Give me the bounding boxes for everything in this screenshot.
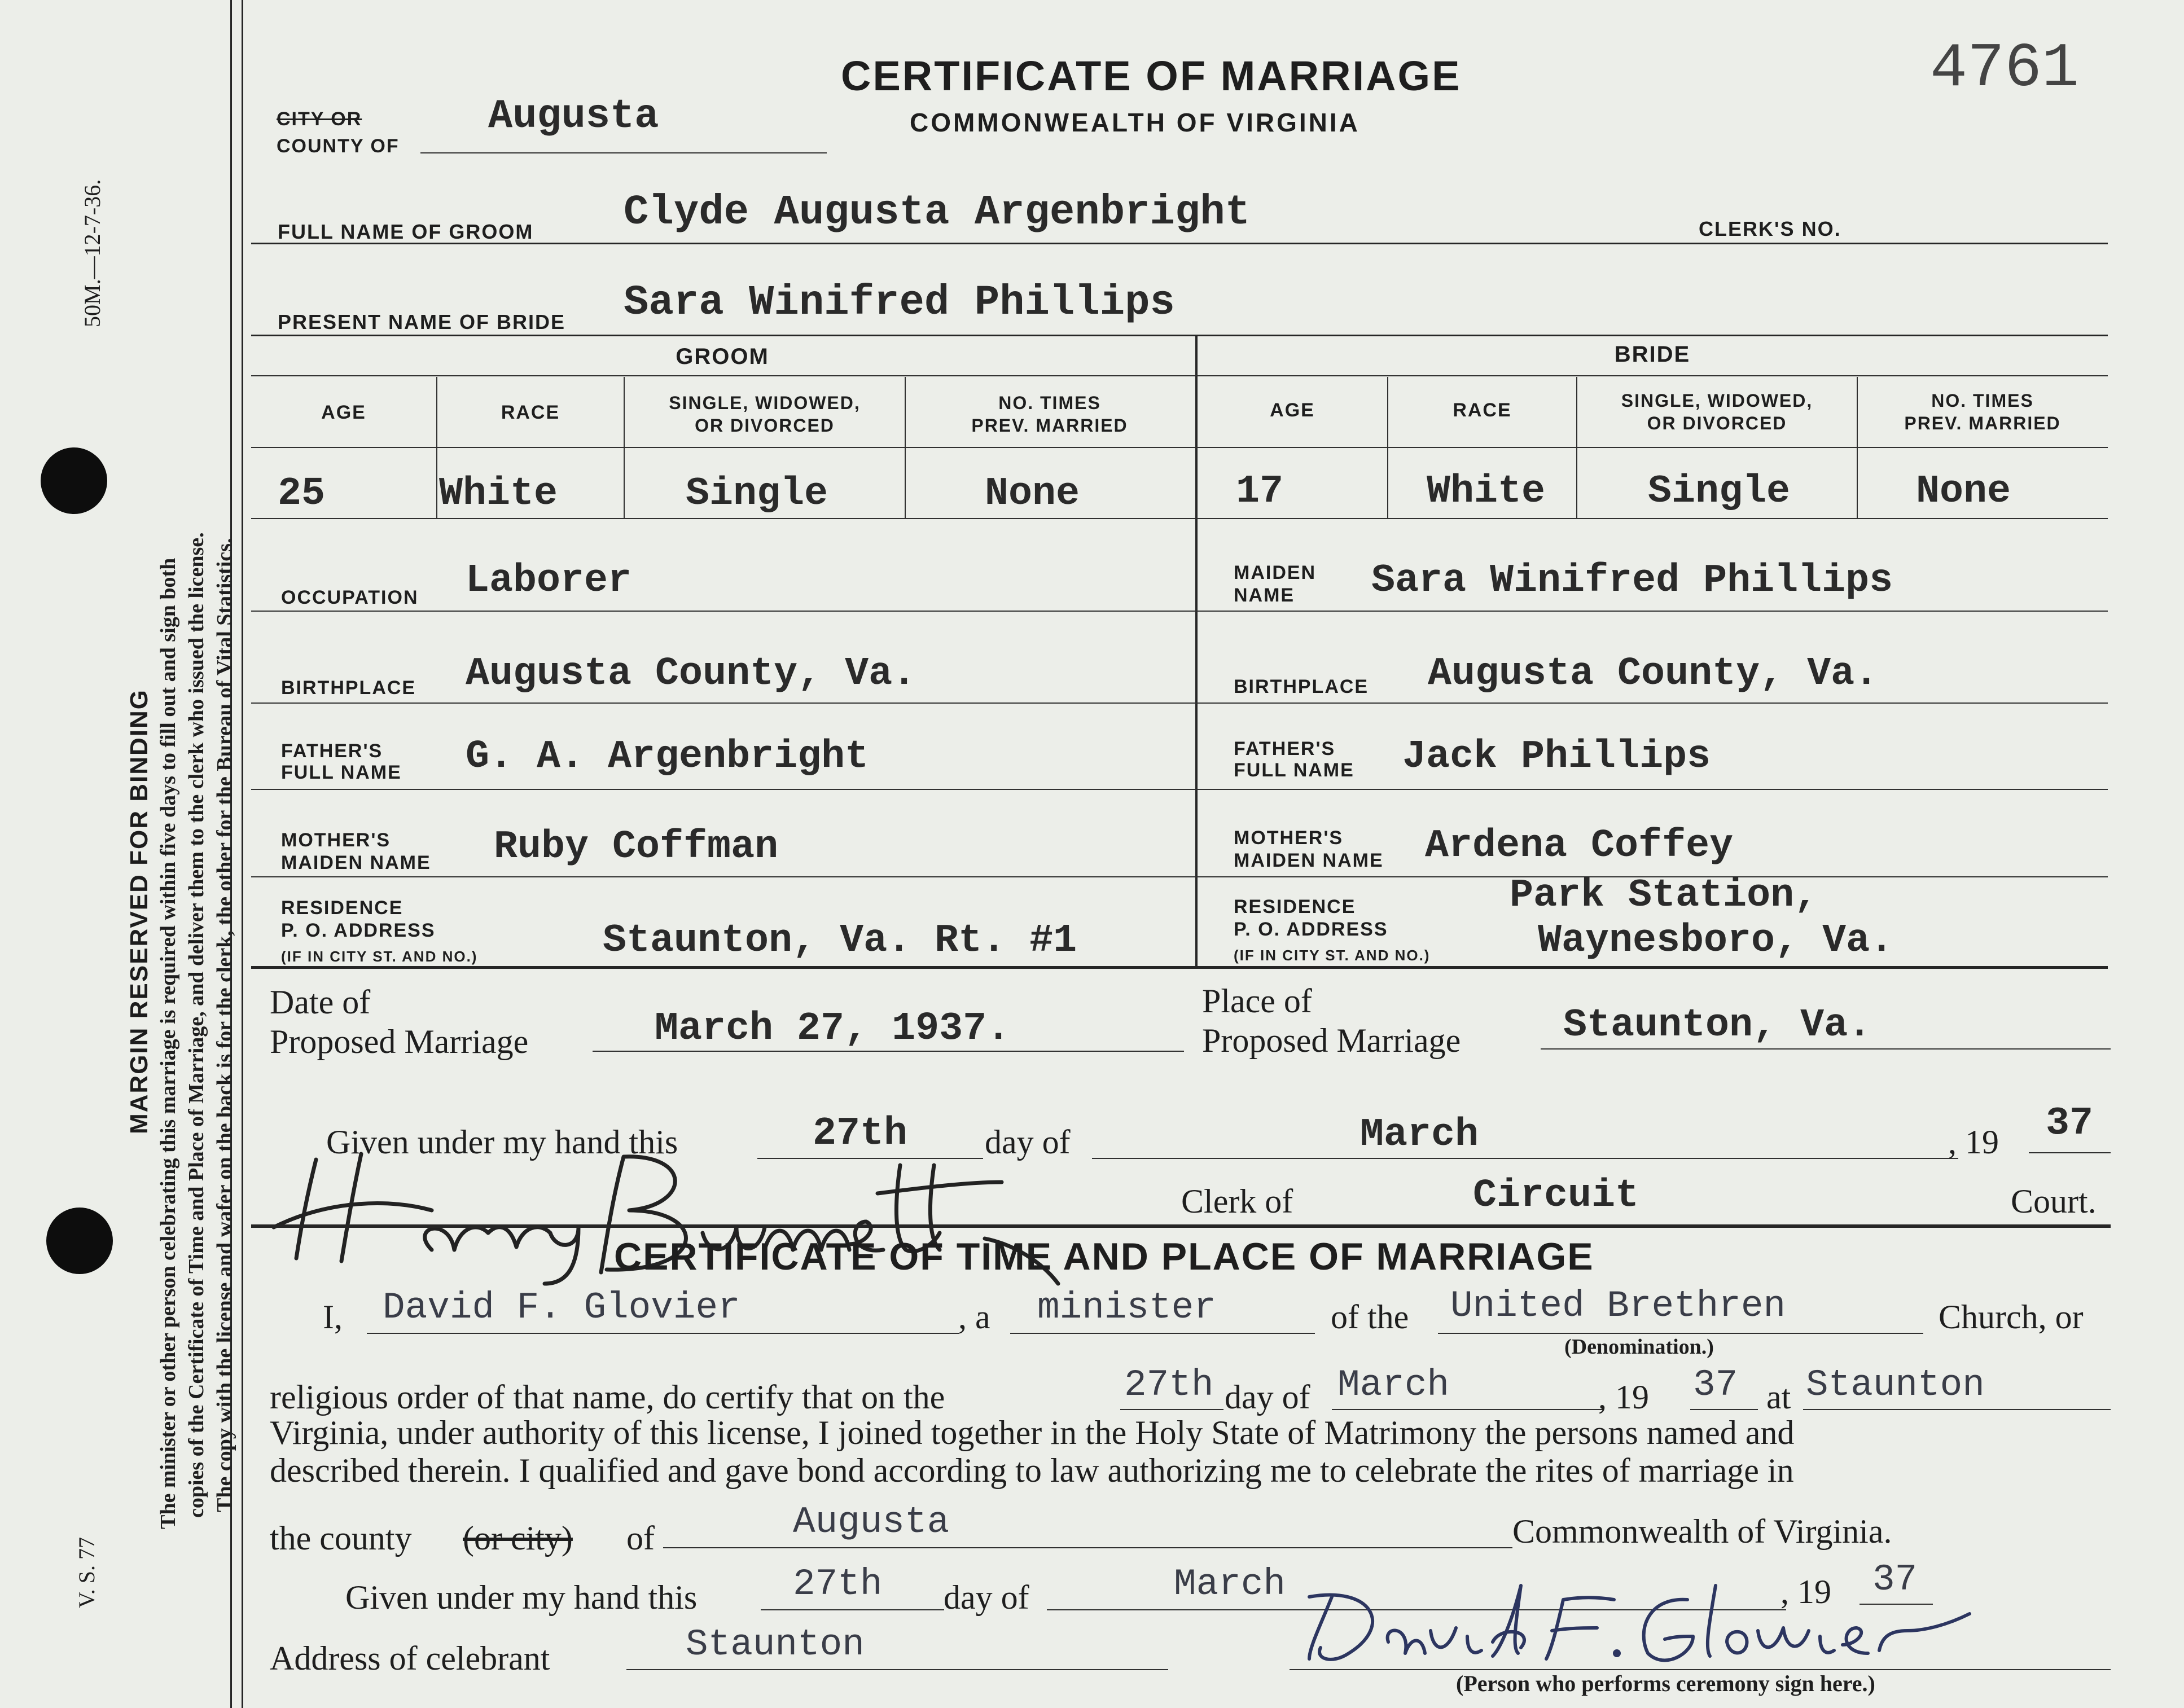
- cert-line4: described therein. I qualified and gave bond according to law authorizing me to celebrate the rites of marriage in: [270, 1452, 1794, 1489]
- groom-birthplace-label: BIRTHPLACE: [281, 677, 416, 699]
- denomination-underline: [1438, 1333, 1923, 1334]
- maiden-value: Sara Winifred Phillips: [1371, 559, 1893, 603]
- bride-name-value: Sara Winifred Phillips: [624, 279, 1175, 327]
- groom-column-heading: GROOM: [676, 344, 769, 369]
- clerk-day-of: day of: [985, 1123, 1071, 1161]
- groom-mother: Ruby Coffman: [494, 825, 779, 870]
- cert-at: at: [1766, 1378, 1791, 1416]
- court-name: Circuit: [1473, 1174, 1639, 1218]
- bride-times-header-1: NO. TIMES: [1931, 390, 2034, 411]
- clerk-day: 27th: [813, 1112, 908, 1156]
- occupation-label: OCCUPATION: [281, 587, 419, 608]
- occupation-rule: [251, 611, 2108, 612]
- bride-residence-1: Park Station,: [1510, 873, 1818, 918]
- cert-county-pre: the county: [270, 1520, 412, 1557]
- cert-given-year-prefix: , 19: [1780, 1573, 1831, 1610]
- table-bottom-rule: [251, 966, 2108, 969]
- clerk-year: 37: [2046, 1101, 2094, 1146]
- bride-status-header-1: SINGLE, WIDOWED,: [1621, 390, 1813, 411]
- cert-given-day-of: day of: [944, 1579, 1029, 1616]
- punch-hole-top: [41, 447, 107, 514]
- role-underline: [1010, 1333, 1315, 1334]
- groom-age-header: AGE: [321, 402, 366, 423]
- clerk-year-prefix: , 19: [1948, 1123, 1999, 1161]
- groom-residence: Staunton, Va. Rt. #1: [603, 919, 1077, 963]
- cert-year-prefix: , 19: [1598, 1378, 1649, 1416]
- father-rule: [251, 789, 2108, 790]
- clerk-given-text: Given under my hand this: [326, 1123, 678, 1161]
- cert-given-month: March: [1174, 1563, 1286, 1605]
- center-divider: [1195, 336, 1198, 968]
- binding-note: MARGIN RESERVED FOR BINDING: [125, 688, 153, 1134]
- county-underline: [420, 152, 827, 153]
- clerk-of-label: Clerk of: [1181, 1183, 1293, 1220]
- values-rule: [251, 518, 2108, 519]
- groom-status-header-1: SINGLE, WIDOWED,: [669, 393, 861, 413]
- clerk-section-rule: [251, 1224, 2111, 1228]
- sign-note: (Person who performs ceremony sign here.): [1456, 1671, 1875, 1696]
- vs-code: V. S. 77: [74, 1537, 99, 1608]
- cert-year: 37: [1693, 1364, 1738, 1406]
- bride-status: Single: [1648, 469, 1791, 514]
- instruction-line-2: copies of the Certificate of Time and Place of Marriage, and deliver them to the clerk who issued the license.: [185, 532, 208, 1518]
- cert-month-underline: [1332, 1409, 1603, 1410]
- form-code: 50M.—12-7-36.: [80, 179, 105, 327]
- maiden-label-2: NAME: [1234, 585, 1295, 606]
- denomination-note: (Denomination.): [1564, 1335, 1714, 1359]
- cert-given-year: 37: [1872, 1558, 1918, 1601]
- denomination-value: United Brethren: [1450, 1285, 1786, 1327]
- bride-race-header: RACE: [1453, 399, 1512, 421]
- cert-of: of: [626, 1520, 655, 1557]
- proposed-place: Staunton, Va.: [1563, 1003, 1872, 1048]
- cert-day-of: day of: [1225, 1378, 1310, 1416]
- groom-father-label-2: FULL NAME: [281, 762, 402, 783]
- certificate-time-place-heading: CERTIFICATE OF TIME AND PLACE OF MARRIAGE: [614, 1235, 1594, 1278]
- bride-times-header-2: PREV. MARRIED: [1904, 413, 2061, 433]
- bride-birthplace-label: BIRTHPLACE: [1234, 676, 1369, 697]
- groom-res-label-1: RESIDENCE: [281, 897, 404, 919]
- minister-name: David F. Glovier: [383, 1287, 740, 1329]
- bride-res-label-1: RESIDENCE: [1234, 896, 1356, 917]
- bride-mother-label-2: MAIDEN NAME: [1234, 850, 1384, 871]
- heading-rule: [251, 375, 2108, 376]
- cert-given-day: 27th: [793, 1563, 883, 1605]
- bride-mother: Ardena Coffey: [1425, 824, 1734, 868]
- groom-name-value: Clyde Augusta Argenbright: [624, 189, 1251, 236]
- bride-age-header: AGE: [1270, 399, 1315, 421]
- groom-father: G. A. Argenbright: [466, 735, 869, 779]
- groom-res-label-2: P. O. ADDRESS: [281, 920, 436, 941]
- bride-times: None: [1916, 469, 2011, 514]
- date-underline: [593, 1051, 1184, 1052]
- bride-residence-2: Waynesboro, Va.: [1538, 919, 1894, 963]
- proposed-date: March 27, 1937.: [655, 1007, 1011, 1051]
- birthplace-rule: [251, 702, 2108, 704]
- cert-month: March: [1337, 1364, 1450, 1406]
- cert-line2-text: religious order of that name, do certify that on the: [270, 1378, 945, 1416]
- occupation-value: Laborer: [466, 559, 632, 603]
- date-label-2: Proposed Marriage: [270, 1023, 529, 1060]
- cert-county-underline: [663, 1547, 1512, 1548]
- place-label-2: Proposed Marriage: [1202, 1022, 1461, 1059]
- place-underline: [1541, 1048, 2111, 1050]
- bride-status-header-2: OR DIVORCED: [1647, 413, 1787, 433]
- county-label: COUNTY OF: [277, 135, 400, 157]
- minister-name-underline: [367, 1333, 959, 1334]
- groom-name-label: FULL NAME OF GROOM: [278, 220, 534, 243]
- minister-role: minister: [1037, 1287, 1216, 1329]
- groom-age: 25: [278, 472, 326, 516]
- clerk-no-label: CLERK'S NO.: [1699, 217, 1841, 240]
- cert-county: Augusta: [793, 1501, 950, 1543]
- city-label: CITY OR: [277, 108, 362, 130]
- instruction-line-3: The copy with the license and wafer on the back is for the clerk, the other for the Bureau of Vital Statistics.: [213, 538, 236, 1512]
- groom-mother-label-1: MOTHER'S: [281, 829, 391, 851]
- bride-name-rule: [251, 335, 2108, 336]
- bride-birthplace: Augusta County, Va.: [1428, 652, 1879, 696]
- county-value: Augusta: [488, 93, 659, 139]
- groom-status: Single: [686, 472, 828, 516]
- groom-father-label-1: FATHER'S: [281, 740, 383, 762]
- address-value: Staunton: [686, 1623, 865, 1666]
- subheader-rule: [251, 447, 2108, 448]
- bride-res-label-2: P. O. ADDRESS: [1234, 919, 1388, 940]
- maiden-label-1: MAIDEN: [1234, 562, 1317, 583]
- groom-times-header-2: PREV. MARRIED: [971, 415, 1128, 436]
- groom-birthplace: Augusta County, Va.: [466, 652, 916, 696]
- bride-age: 17: [1236, 469, 1284, 514]
- bride-race: White: [1427, 469, 1546, 514]
- groom-times-header-1: NO. TIMES: [998, 393, 1101, 413]
- place-label-1: Place of: [1202, 982, 1312, 1020]
- groom-race: White: [439, 472, 558, 516]
- bride-father-label-1: FATHER'S: [1234, 738, 1336, 759]
- cert-line3: Virginia, under authority of this license, I joined together in the Holy State of Matrimony the persons named and: [270, 1414, 1795, 1451]
- cert-given-day-underline: [761, 1609, 944, 1610]
- punch-hole-bottom: [46, 1208, 113, 1274]
- court-label: Court.: [2011, 1183, 2097, 1220]
- cert-day-underline: [1120, 1409, 1223, 1410]
- cert-of-the: of the: [1331, 1298, 1409, 1336]
- margin-line-2: [242, 0, 243, 1708]
- bride-father-label-2: FULL NAME: [1234, 759, 1354, 781]
- cert-commonwealth: Commonwealth of Virginia.: [1512, 1513, 1892, 1550]
- mother-rule: [251, 876, 2108, 877]
- cert-place: Staunton: [1806, 1364, 1985, 1406]
- groom-res-label-3: (IF IN CITY ST. AND NO.): [281, 948, 478, 965]
- church-or: Church, or: [1939, 1298, 2084, 1336]
- groom-race-header: RACE: [501, 402, 560, 423]
- instruction-line-1: The minister or other person celebrating this marriage is required within five days to fill out and sign both: [156, 557, 180, 1529]
- bride-mother-label-1: MOTHER'S: [1234, 827, 1344, 849]
- groom-name-rule: [251, 243, 2108, 244]
- bride-res-label-3: (IF IN CITY ST. AND NO.): [1234, 947, 1431, 964]
- cert-year-underline: [1690, 1409, 1758, 1410]
- cert-place-underline: [1803, 1409, 2111, 1410]
- commonwealth-heading: COMMONWEALTH OF VIRGINIA: [910, 108, 1360, 137]
- address-underline: [626, 1669, 1168, 1670]
- cert-given-text: Given under my hand this: [345, 1579, 698, 1616]
- groom-status-header-2: OR DIVORCED: [695, 415, 835, 436]
- clerk-year-underline: [2029, 1152, 2111, 1153]
- date-label-1: Date of: [270, 983, 371, 1021]
- cert-or-city: (or city): [463, 1520, 573, 1557]
- cert-comma-a: , a: [958, 1298, 990, 1336]
- bride-father: Jack Phillips: [1402, 735, 1711, 779]
- bride-name-label: PRESENT NAME OF BRIDE: [278, 310, 566, 333]
- clerk-month: March: [1360, 1113, 1479, 1157]
- groom-mother-label-2: MAIDEN NAME: [281, 852, 431, 873]
- cert-day: 27th: [1124, 1364, 1214, 1406]
- certificate-title: CERTIFICATE OF MARRIAGE: [841, 52, 1462, 99]
- cert-i: I,: [323, 1298, 343, 1336]
- document-number: 4761: [1930, 34, 2080, 104]
- clerk-month-underline: [1092, 1158, 1958, 1159]
- bride-column-heading: BRIDE: [1614, 342, 1691, 367]
- groom-times: None: [985, 472, 1080, 516]
- address-label: Address of celebrant: [270, 1640, 550, 1677]
- margin-line-1: [230, 0, 232, 1708]
